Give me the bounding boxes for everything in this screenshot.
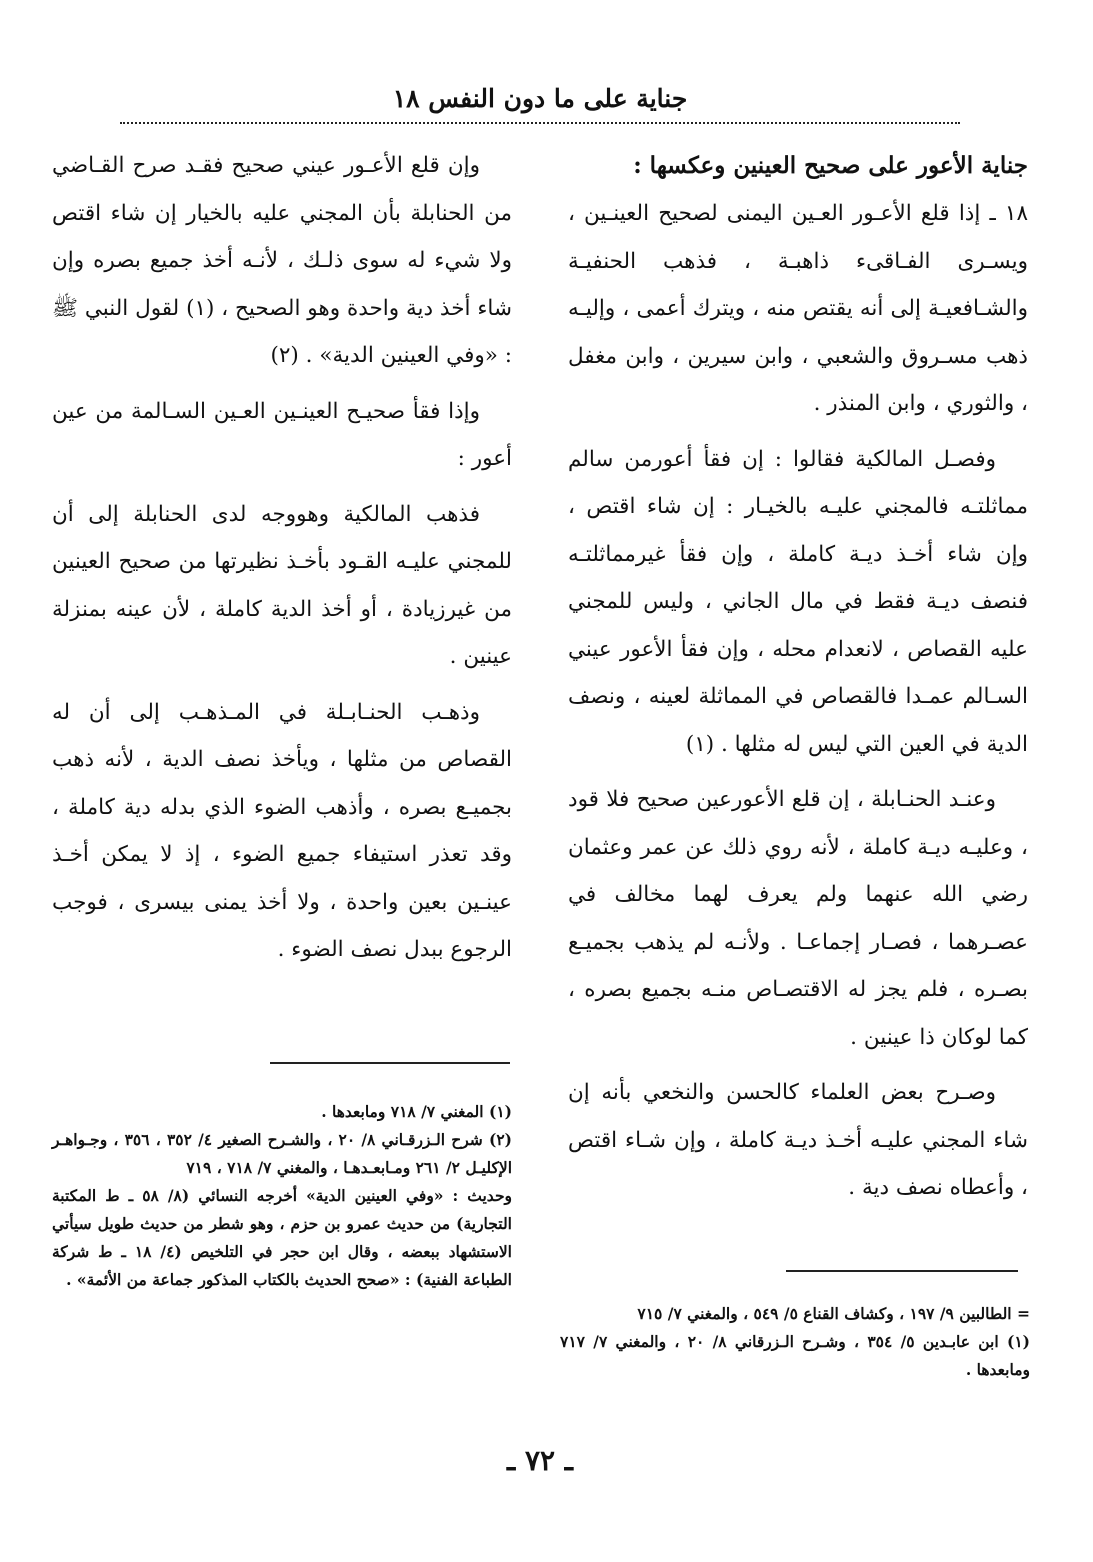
footnote-separator (270, 1062, 510, 1064)
paragraph: وإذا فقأ صحيـح العينـين العـين السـالمة من عين أعور : (52, 398, 512, 471)
right-footnotes (560, 1300, 1030, 1384)
paragraph: ١٨ ـ إذا قلع الأعـور العـين اليمنى لصحيح العينـين ، ويسـرى الفـاقىء ذاهبـة ، فذهب الحنفيـة والشـافعيـة إلى أنه يقتص منه ، ويترك أعمى ، وإليـه ذهب مسـروق والشعبي ، وابن سيرين ، وابن مغفل ، والثوري ، وابن المنذر . (568, 201, 1028, 416)
page-number: ـ ٧٢ ـ (507, 1444, 573, 1477)
footnote: (١) المغني ٧/ ٧١٨ ومابعدها . (321, 1102, 512, 1121)
footnote: = الطالبين ٩/ ١٩٧ ، وكشاف القناع ٥/ ٥٤٩ ، والمغني ٧/ ٧١٥ (637, 1304, 1030, 1323)
paragraph: وذهـب الحنـابـلة في المـذهـب إلى أن له القصاص من مثلها ، ويأخذ نصف الدية ، لأنه ذهب بجميـع بصره ، وأذهب الضوء الذي بدله دية كاملة ، وقد تعذر استيفاء جميع الضوء ، إذ لا يمكن أخـذ عينـين بعين واحدة ، ولا أخذ يمنى بيسرى ، فوجب الرجوع ببدل نصف الضوء . (52, 699, 512, 962)
footnote-separator (786, 1270, 1018, 1272)
footnote: (٢) شرح الـزرقـاني ٨/ ٢٠ ، والشـرح الصغير ٤/ ٣٥٢ ، ٣٥٦ ، وجـواهـر الإكليـل ٢/ ٢٦١ ومـابعـدهـا ، والمغني ٧/ ٧١٨ ، ٧١٩ (52, 1130, 512, 1177)
paragraph: فذهب المالكية وهووجه لدى الحنابلة إلى أن للمجني عليـه القـود بأخـذ نظيرتها من صحيح العينين من غيرزيادة ، أو أخذ الدية كاملة ، لأن عينه بمنزلة عينين . (52, 501, 512, 669)
paragraph: وصـرح بعض العلماء كالحسن والنخعي بأنه إن شاء المجني عليـه أخـذ ديـة كاملة ، وإن شـاء اقتص ، وأعطاه نصف دية . (568, 1080, 1028, 1200)
left-column (52, 142, 512, 982)
left-footnotes (52, 1098, 512, 1294)
header-dotted-rule (120, 122, 960, 124)
page-header-title: جناية على ما دون النفس ١٨ (392, 84, 688, 113)
footnote: (١) ابن عابـدين ٥/ ٣٥٤ ، وشـرح الـزرقاني ٨/ ٢٠ ، والمغني ٧/ ٧١٧ ومابعدها . (560, 1332, 1030, 1379)
paragraph: وعنـد الحنـابلة ، إن قلع الأعورعين صحيح فلا قود ، وعليـه ديـة كاملة ، لأنه روي ذلك عن عمر وعثمان رضي الله عنهما ولم يعرف لهما مخالف في عصـرهما ، فصـار إجماعـا . ولأنـه لم يذهب بجميـع بصـره ، فلم يجز له الاقتصـاص منـه بجميع بصره ، كما لوكان ذا عينين . (568, 787, 1028, 1050)
section-heading: جناية الأعور على صحيح العينين وعكسها : (633, 152, 1028, 179)
paragraph: وفصـل المالكية فقالوا : إن فقأ أعورمن سالم مماثلتـه فالمجني عليـه بالخيـار : إن شاء اقتص ، وإن شاء أخـذ ديـة كاملة ، وإن فقأ غيرمماثلتـه فنصف ديـة فقط في مال الجاني ، وليس للمجني عليه القصاص ، لانعدام محله ، وإن فقأ الأعور عيني السـالم عمـدا فالقصاص في المماثلة لعينه ، ونصف الدية في العين التي ليس له مثلها . (١) (568, 446, 1028, 757)
right-column (568, 142, 1028, 1220)
paragraph: وإن قلع الأعـور عيني صحيح فقـد صرح القـاضي من الحنابلة بأن المجني عليه بالخيار إن شاء اقتص ولا شيء له سوى ذلـك ، لأنـه أخذ جميع بصره وإن شاء أخذ دية واحدة وهو الصحيح ، (١) لقول النبي ﷺ : «وفي العينين الدية» . (٢) (52, 153, 512, 368)
footnote: وحديث : «وفي العينين الدية» أخرجه النسائي (٨/ ٥٨ ـ ط المكتبة التجارية) من حديث عمرو بن حزم ، وهو شطر من حديث طويل سيأتي الاستشهاد ببعضه ، وقال ابن حجر في التلخيص (٤/ ١٨ ـ ط شركة الطباعة الفنية) : «صحح الحديث بالكتاب المذكور جماعة من الأئمة» . (52, 1186, 513, 1289)
